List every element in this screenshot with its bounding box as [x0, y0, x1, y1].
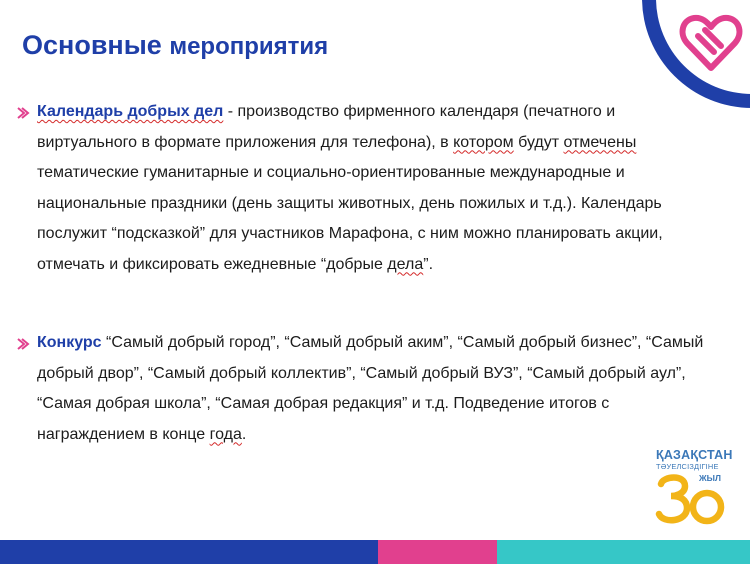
footer-stripe-pink — [378, 540, 497, 564]
item-text: “Самый добрый город”, “Самый добрый аким”, “Самый добрый бизнес”, “Самый добрый двор”, “Самый добрый коллектив”, “Самый добрый ВУЗ”, “Самый добрый аул”, “Самая добрая школа”, “Самая добрая редакция” и т.д. Подведение итогов с награждением в конце — [37, 334, 704, 443]
bullet-arrow-icon — [17, 107, 30, 119]
item-text: котором — [453, 133, 514, 151]
list-item-contest — [37, 328, 707, 450]
item-text: - производство фирменного календаря (печатного и виртуального в формате приложения для телефона), в — [37, 103, 616, 151]
item-text: дела — [387, 255, 424, 273]
footer-stripe-blue — [0, 540, 378, 564]
footer-stripe-teal — [497, 540, 750, 564]
list-item-calendar — [37, 97, 707, 280]
anniversary-line-1: ҚАЗАҚСТАН — [656, 448, 733, 462]
item-text: будут — [513, 133, 564, 151]
item-text: ”. — [423, 255, 434, 273]
corner-decoration — [642, 0, 750, 108]
item-text: года — [209, 425, 242, 443]
item-text: . — [241, 425, 247, 443]
page-title — [22, 30, 328, 61]
title-part-2: мероприятия — [169, 33, 329, 60]
item-text: отмечены — [563, 133, 637, 151]
item-text: тематические гуманитарные и социально-ориентированные международные и национальные праздники (день защиты животных, день пожилых и т.д.). Календарь послужит “подсказкой” для участников Марафона, с ним можно планировать акции, отмечать и фиксировать ежедневные “добрые — [37, 164, 663, 273]
heart-logo-icon — [678, 12, 744, 74]
anniversary-suffix: ЖЫЛ — [699, 473, 721, 483]
item-keyword: Календарь добрых дел — [37, 103, 224, 120]
item-keyword: Конкурс — [37, 334, 102, 351]
anniversary-logo — [655, 448, 733, 528]
bullet-arrow-icon — [17, 338, 30, 350]
title-part-1: Основные — [22, 30, 162, 60]
anniversary-line-2: ТӘУЕЛСІЗДІГІНЕ — [656, 462, 719, 471]
